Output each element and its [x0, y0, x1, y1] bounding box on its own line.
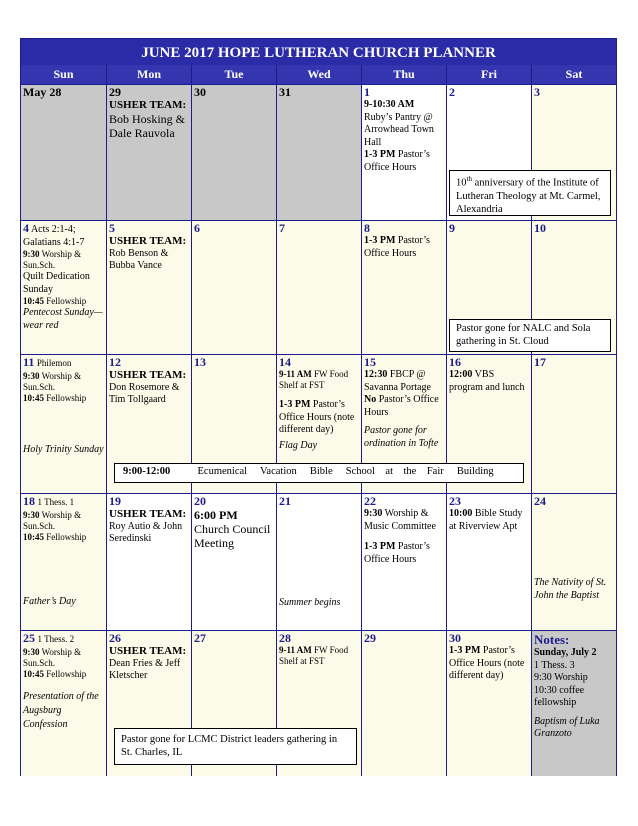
day-cell [361, 84, 446, 220]
event-time: 10:45 [23, 392, 44, 403]
day-number: 20 [194, 494, 206, 508]
scripture-reading: Acts 2:1-4; Galatians 4:1-7 [23, 224, 85, 248]
event-time: 10:45 [23, 531, 44, 542]
event-text: Pastor’s Office Hours (note different day) [279, 399, 355, 435]
day-number: 14 [279, 355, 291, 369]
day-cell [106, 493, 191, 630]
day-cell [361, 493, 446, 630]
scripture-reading: 1 Thess. 1 [37, 497, 75, 507]
event-time: 10:45 [23, 668, 44, 679]
event-text: Worship & Sun.Sch. [23, 370, 82, 392]
event-text: Fellowship [46, 531, 87, 542]
event-time: 9:30 [23, 646, 40, 657]
event-text: Bible Study at Riverview Apt [449, 508, 523, 532]
day-cell [446, 630, 531, 776]
day-cell [21, 354, 106, 493]
scripture-reading: Philemon [36, 358, 72, 368]
vbs-word: Building [456, 466, 494, 477]
usher-names: Don Rosemore & Tim Tollgaard [109, 381, 180, 405]
notes-heading: Notes: [534, 632, 570, 647]
day-number: 27 [194, 631, 206, 645]
event-time: 1-3 PM [364, 149, 396, 160]
day-number: 5 [109, 221, 115, 235]
event-time: 12:30 [364, 369, 388, 380]
event-text: Pastor’s Office Hours [364, 149, 430, 173]
feast-day: Pentecost Sunday—wear red [23, 307, 103, 331]
day-number: 24 [534, 494, 546, 508]
day-cell [276, 493, 361, 630]
event-note-box: Pastor gone for NALC and Sola gathering in St. Cloud [449, 319, 611, 352]
day-number: 9 [449, 221, 455, 235]
vbs-word: Fair [426, 466, 444, 477]
notes-line: 9:30 Worship [534, 672, 588, 683]
day-number: 29 [109, 85, 121, 99]
day-header-thu: Thu [361, 65, 446, 84]
event-time: 9-11 AM [279, 369, 312, 379]
event-time: 1-3 PM [279, 399, 311, 410]
usher-names: Dean Fries & Jeff Kletscher [109, 657, 181, 681]
event-text: Pastor’s Office Hours (note different day) [449, 645, 525, 681]
day-cell [276, 84, 361, 220]
feast-day: Presentation of the Augsburg Confession [23, 690, 99, 730]
day-cell [21, 84, 106, 220]
day-number: 6 [194, 221, 200, 235]
event-time: 9:30 [23, 370, 40, 381]
vbs-word: the [403, 466, 417, 477]
event-time: 9:30 [364, 508, 383, 519]
day-cell [276, 220, 361, 354]
notes-line: 10:30 coffee fellowship [534, 684, 585, 708]
day-number: 29 [364, 631, 376, 645]
feast-day: The Nativity of St. John the Baptist [534, 577, 607, 601]
event-text: Quilt Dedication Sunday [23, 271, 90, 295]
day-cell [191, 493, 276, 630]
event-text: Fellowship [46, 296, 87, 306]
usher-team-label: USHER TEAM: [109, 235, 187, 247]
event-text: Pastor gone for ordination in Tofte [364, 425, 439, 449]
day-number: 11 [23, 355, 35, 369]
day-number: 18 [23, 494, 35, 508]
day-number: 10 [534, 221, 546, 235]
event-text: FW Food Shelf at FST [279, 369, 349, 390]
day-number: 2 [449, 85, 455, 99]
usher-names: Roy Autio & John Seredinski [109, 520, 183, 544]
note-number: 10 [456, 177, 467, 189]
event-text: Fellowship [46, 668, 87, 679]
vbs-word: Bible [309, 466, 333, 477]
day-header-mon: Mon [106, 65, 191, 84]
event-time: 1-3 PM [449, 645, 481, 656]
day-cell [191, 84, 276, 220]
event-text: FBCP @ Savanna Portage [364, 369, 431, 393]
note-superscript: th [466, 175, 472, 183]
day-number: 28 [279, 631, 291, 645]
event-text: Worship & Sun.Sch. [23, 509, 82, 531]
usher-team-label: USHER TEAM: [109, 369, 187, 381]
day-number: 1 [364, 85, 370, 99]
day-number: 30 [449, 631, 461, 645]
day-number: 31 [279, 85, 291, 99]
day-cell [361, 220, 446, 354]
event-text: Pastor’s Office Hours [364, 394, 439, 418]
event-text: Worship & Music Committee [364, 508, 436, 532]
event-text: Worship & Sun.Sch. [23, 249, 82, 270]
scripture-reading: 1 Thess. 2 [37, 634, 75, 644]
usher-names: Bob Hosking & Dale Rauvola [109, 111, 186, 140]
day-number: 23 [449, 494, 461, 508]
feast-day: Flag Day [279, 439, 318, 451]
day-cell [21, 220, 106, 354]
event-time: 10:00 [449, 508, 473, 519]
day-cell [106, 84, 191, 220]
day-cell [361, 630, 446, 776]
event-time: 9:30 [23, 249, 40, 259]
feast-day: Father’s Day [23, 595, 76, 607]
usher-team-label: USHER TEAM: [109, 645, 187, 657]
event-time: 6:00 PM [194, 508, 238, 522]
usher-names: Rob Benson & Bubba Vance [109, 247, 169, 271]
event-text: Pastor’s Office Hours [364, 235, 430, 259]
event-time: 1-3 PM [364, 235, 396, 246]
day-header-wed: Wed [276, 65, 361, 84]
event-text: Church Council Meeting [194, 522, 271, 550]
vbs-banner [114, 463, 524, 483]
usher-team-label: USHER TEAM: [109, 508, 187, 520]
day-cell [191, 220, 276, 354]
day-number: 22 [364, 494, 376, 508]
day-number: 21 [279, 494, 291, 508]
event-time: 12:00 [449, 369, 473, 380]
day-number: 17 [534, 355, 546, 369]
day-number: 7 [279, 221, 285, 235]
event-time: 1-3 PM [364, 541, 396, 552]
day-number: 8 [364, 221, 370, 235]
day-header-sun: Sun [21, 65, 106, 84]
day-cell [446, 493, 531, 630]
feast-day: Baptism of Luka Granzoto [534, 715, 600, 739]
vbs-time: 9:00-12:00 [123, 466, 171, 477]
event-time: 9-11 AM [279, 645, 312, 655]
event-time: 9:30 [23, 509, 40, 520]
event-time: 10:45 [23, 296, 44, 306]
event-text: FW Food Shelf at FST [279, 645, 349, 666]
event-text: Worship & Sun.Sch. [23, 646, 82, 668]
day-number: 16 [449, 355, 461, 369]
note-text: anniversary of the Institute of Lutheran Theology at Mt. Carmel, Alexandria [456, 177, 601, 215]
event-text: Ruby’s Pantry @ Arrowhead Town Hall [364, 111, 434, 148]
vbs-word: School [345, 466, 375, 477]
day-cell [531, 354, 616, 493]
day-number: 3 [534, 85, 540, 99]
day-cell [531, 493, 616, 630]
day-cell [21, 630, 106, 776]
vbs-word: Ecumenical [197, 466, 248, 477]
event-time: 9-10:30 AM [364, 99, 415, 110]
event-emphasis: No [364, 394, 377, 405]
scripture-reading: 1 Thess. 3 [534, 659, 575, 671]
day-cell [106, 220, 191, 354]
day-cell [21, 493, 106, 630]
day-number: 4 [23, 221, 29, 235]
event-note-box [449, 170, 611, 216]
vbs-word: at [385, 466, 393, 477]
day-number: 25 [23, 631, 35, 645]
event-text: Pastor’s Office Hours [364, 541, 430, 565]
event-note-box: Pastor gone for LCMC District leaders gathering in St. Charles, IL [114, 728, 357, 765]
notes-cell [531, 630, 616, 776]
day-header-tue: Tue [191, 65, 276, 84]
calendar-title: JUNE 2017 HOPE LUTHERAN CHURCH PLANNER [21, 39, 616, 65]
feast-day: Summer begins [279, 597, 341, 608]
event-text: Fellowship [46, 392, 87, 403]
day-number: 26 [109, 631, 121, 645]
usher-team-label: USHER TEAM: [109, 99, 187, 111]
day-header-fri: Fri [446, 65, 531, 84]
day-number: 30 [194, 85, 206, 99]
day-number: 13 [194, 355, 206, 369]
day-number: 15 [364, 355, 376, 369]
calendar [20, 38, 617, 776]
feast-day: Holy Trinity Sunday [23, 443, 104, 455]
day-number: 19 [109, 494, 121, 508]
day-number: 12 [109, 355, 121, 369]
notes-date: Sunday, July 2 [534, 647, 597, 658]
day-number: May 28 [23, 85, 62, 99]
day-header-sat: Sat [531, 65, 616, 84]
vbs-word: Vacation [260, 466, 297, 477]
event-text: VBS program and lunch [449, 369, 525, 393]
